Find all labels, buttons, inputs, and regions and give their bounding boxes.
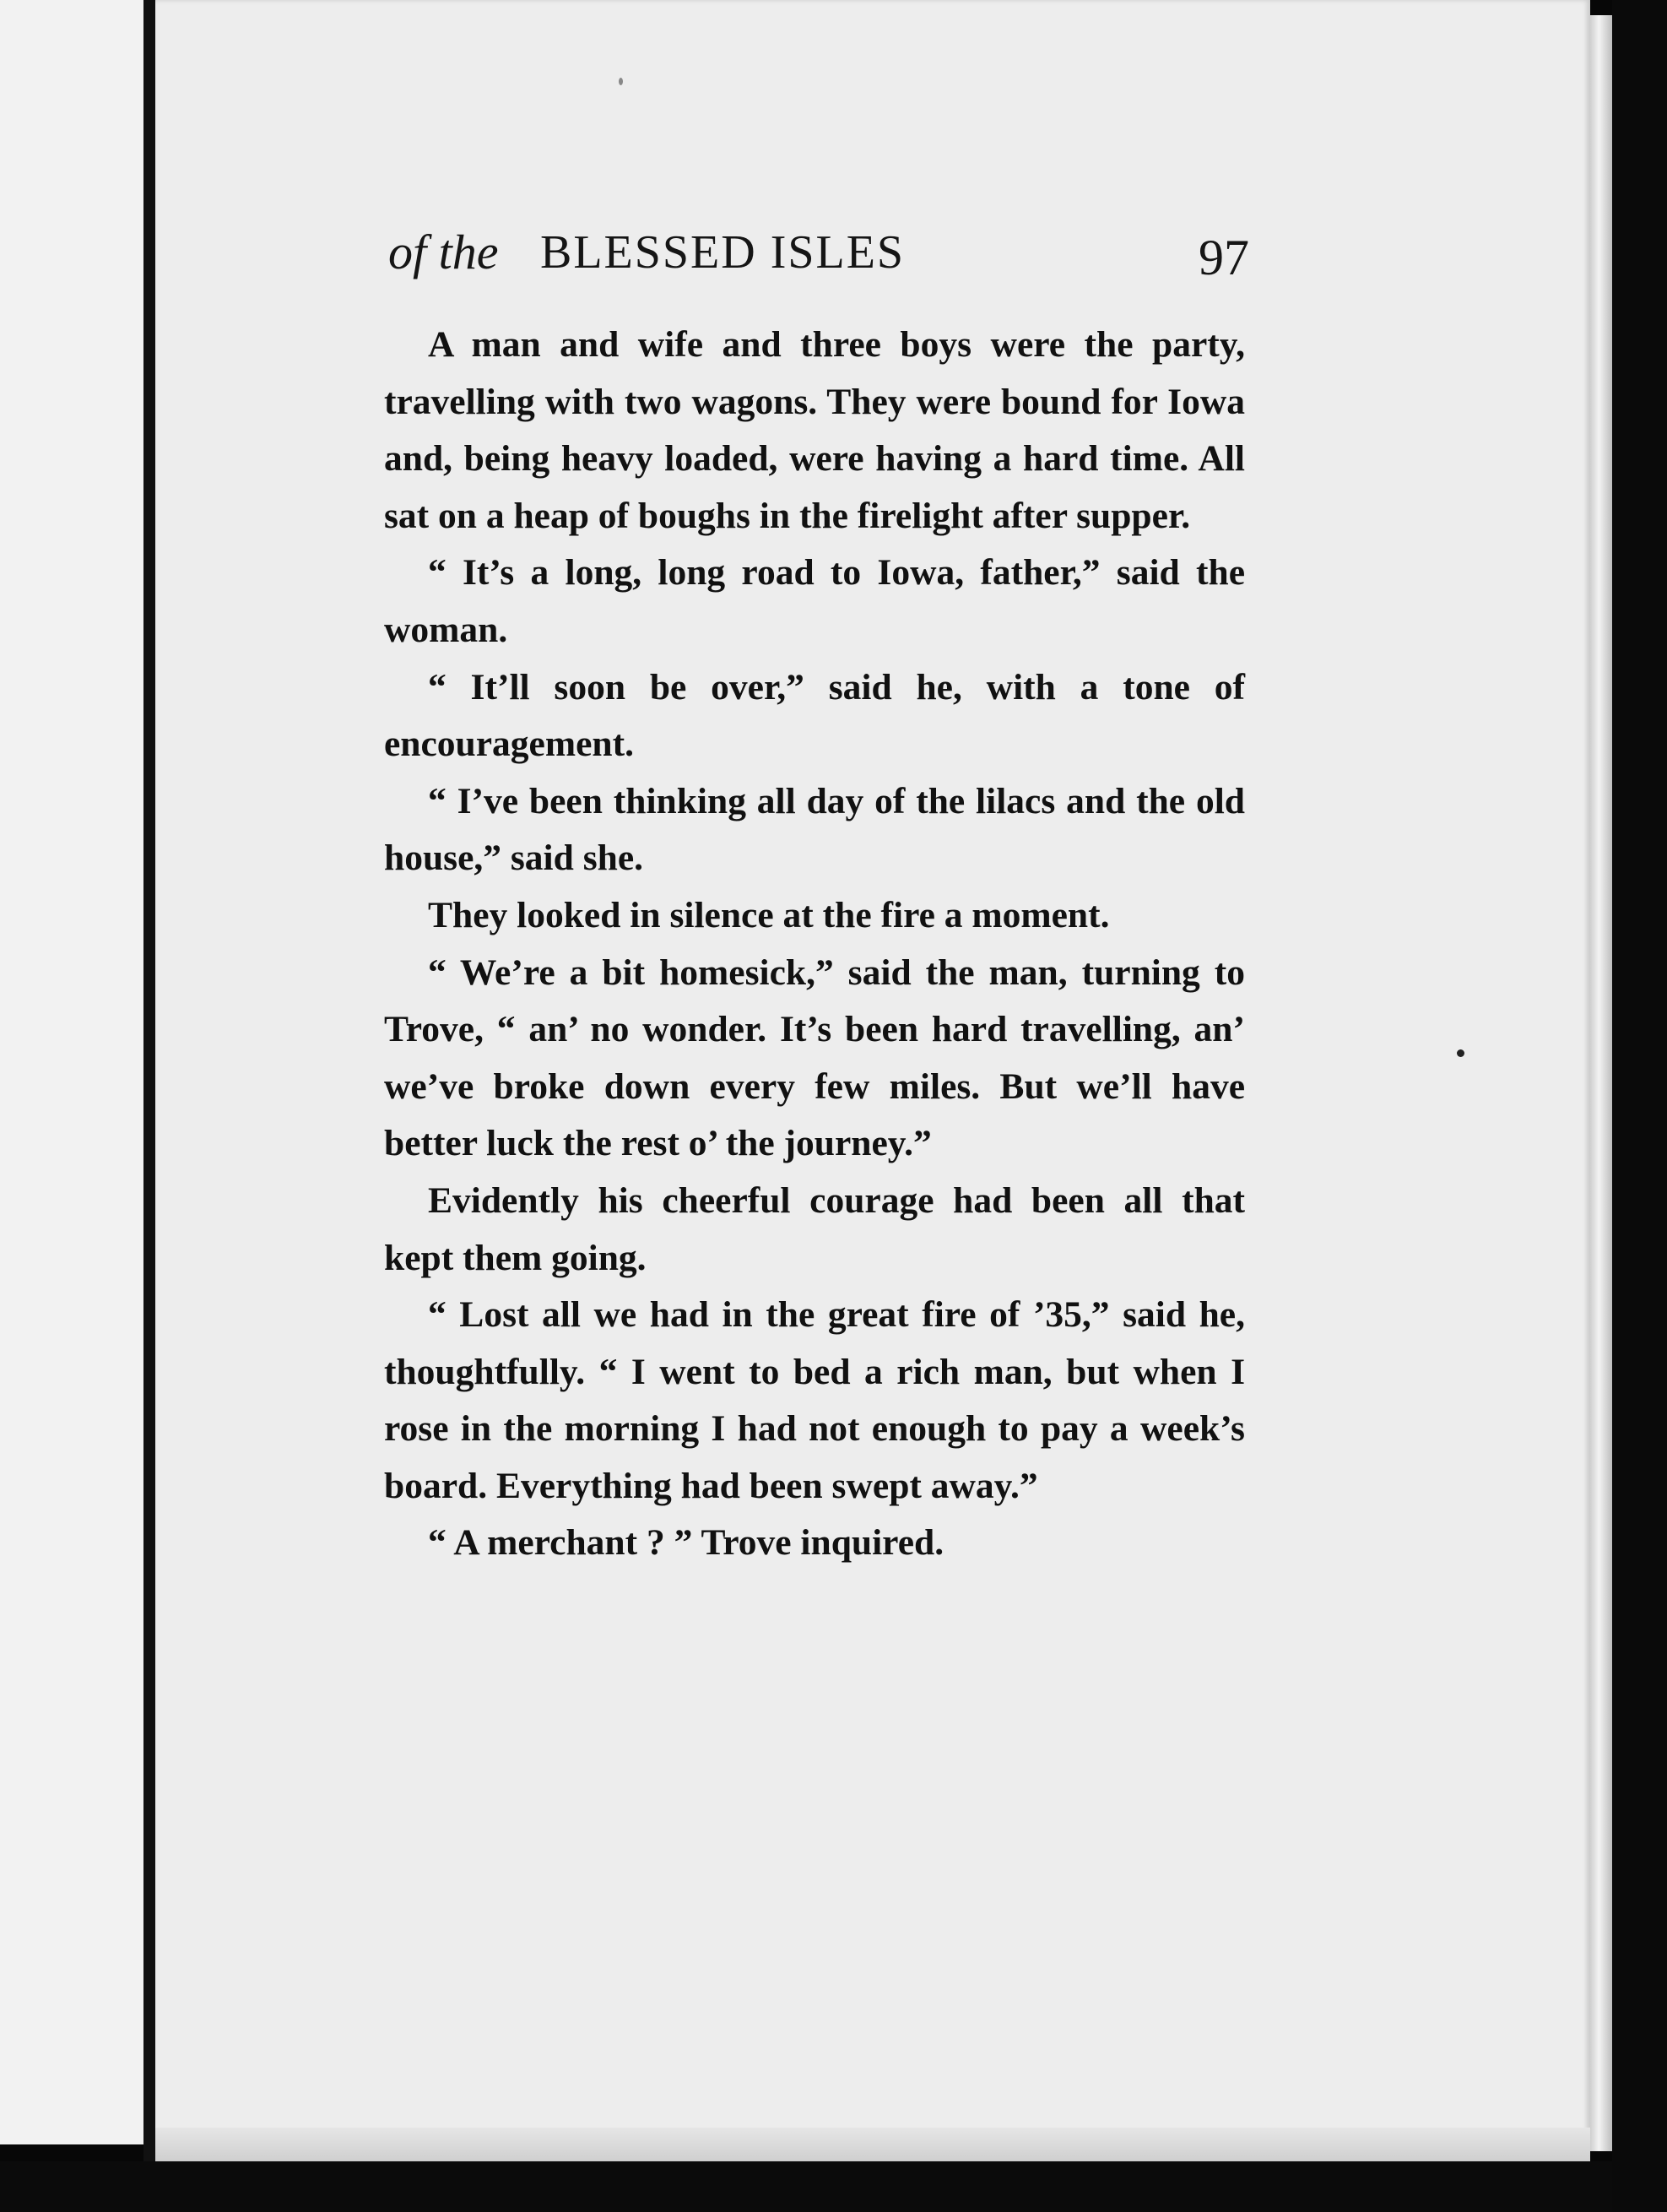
- book-binding: [143, 0, 155, 2178]
- running-header: [388, 218, 1249, 285]
- paragraph: “ A merchant ? ” Trove inquired.: [428, 1522, 944, 1564]
- scan-margin-bottom: [0, 2161, 1612, 2212]
- page-stack-edge: [1590, 15, 1612, 2151]
- paragraph: “ It’s a long, long road to Iowa, father,” said the woman.: [384, 552, 1245, 650]
- paragraph: A man and wife and three boys were the party, travelling with two wagons. They were bound for Iowa and, being heavy loaded, were having a hard time. All sat on a heap of boughs in the firelight after supper.: [384, 324, 1245, 536]
- header-italic-prefix: of the: [388, 225, 499, 279]
- paragraph: “ I’ve been thinking all day of the lilacs and the old house,” said she.: [384, 780, 1245, 879]
- page-bottom-edge: [155, 2128, 1590, 2161]
- dust-speck: [619, 78, 623, 85]
- paragraph: Evidently his cheerful courage had been all that kept them going.: [384, 1179, 1245, 1278]
- dust-speck: [1457, 1049, 1464, 1057]
- paragraph: “ It’ll soon be over,” said he, with a tone of encouragement.: [384, 666, 1245, 765]
- paragraph: “ We’re a bit homesick,” said the man, turning to Trove, “ an’ no wonder. It’s been hard travelling, an’ we’ve broke down every few miles. But we’ll have better luck the rest o’ the journey.”: [384, 951, 1245, 1164]
- paragraph: “ Lost all we had in the great fire of ’35,” said he, thoughtfully. “ I went to bed a rich man, but when I rose in the morning I had not enough to pay a week’s board. Everything had been swept away.”: [384, 1294, 1245, 1506]
- scan-margin-right: [1612, 0, 1667, 2212]
- page-number: 97: [1199, 230, 1249, 285]
- book-title: BLESSED ISLES: [540, 226, 906, 279]
- body-text: [384, 317, 1245, 1572]
- paragraph: They looked in silence at the fire a moment.: [428, 894, 1110, 935]
- facing-page-edge: [0, 0, 143, 2144]
